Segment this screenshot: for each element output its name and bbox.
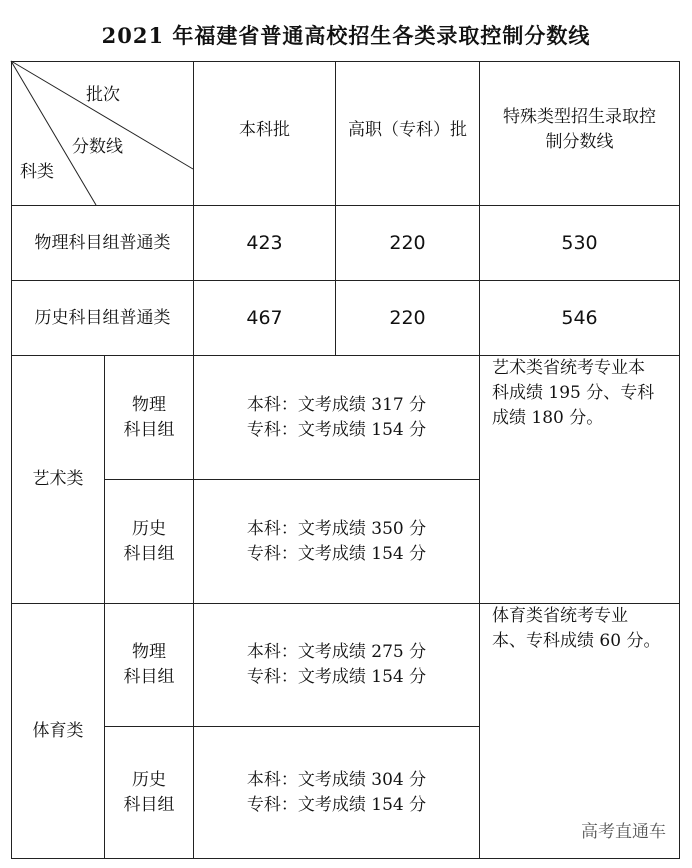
art-note: [480, 356, 679, 603]
art-note-line: 艺术类省统考专业本: [492, 358, 645, 378]
zhuanke-score-text: 专科：文考成绩 154 分: [246, 667, 427, 687]
zhuanke-score-text: 专科：文考成绩 154 分: [246, 419, 427, 440]
art-history-scores: [194, 480, 479, 603]
group-name-line: 科目组: [123, 419, 175, 440]
physics-gaozhi-score: 220: [389, 231, 426, 254]
header-teshu-line2: 制分数线: [545, 132, 614, 152]
watermark: 高考直通车: [581, 822, 666, 842]
zhuanke-score-text: 专科：文考成绩 154 分: [246, 543, 427, 564]
zhuanke-score-text: 专科：文考成绩 154 分: [246, 794, 427, 815]
group-name-line: 科目组: [123, 667, 175, 687]
benke-score-text: 本科：文考成绩 317 分: [246, 394, 427, 415]
group-name-line: 历史: [132, 518, 166, 539]
art-note-line: 成绩 180 分。: [492, 408, 604, 428]
header-benke: 本科批: [239, 119, 290, 140]
sports-physics-scores: [194, 604, 479, 726]
row-label-physics: 物理科目组普通类: [34, 232, 171, 253]
history-gaozhi-score: 220: [389, 306, 426, 329]
document-title: 2021 年福建省普通高校招生各类录取控制分数线: [101, 23, 591, 48]
header-gaozhi: 高职（专科）批: [348, 119, 467, 140]
group-name-line: 物理: [132, 642, 166, 662]
sports-physics-group-name: [105, 604, 193, 726]
sports-history-scores: [194, 727, 479, 858]
art-note-line: 科成绩 195 分、专科: [492, 383, 655, 403]
group-name-line: 科目组: [123, 794, 175, 815]
sports-category-label: 体育类: [32, 720, 84, 741]
benke-score-text: 本科：文考成绩 275 分: [246, 642, 427, 662]
sports-note-line: 体育类省统考专业: [492, 606, 628, 626]
art-physics-group-name: [105, 356, 193, 479]
history-teshu-score: 546: [561, 306, 598, 329]
corner-category-label: 科类: [20, 162, 54, 182]
physics-teshu-score: 530: [561, 231, 598, 254]
row-label-history: 历史科目组普通类: [34, 307, 171, 328]
art-history-group-name: [105, 480, 193, 603]
group-name-line: 科目组: [123, 543, 175, 564]
art-physics-scores: [194, 356, 479, 479]
sports-note-line: 本、专科成绩 60 分。: [492, 631, 661, 651]
benke-score-text: 本科：文考成绩 350 分: [246, 518, 427, 539]
history-benke-score: 467: [246, 306, 283, 329]
art-category-label: 艺术类: [32, 469, 84, 489]
physics-benke-score: 423: [246, 231, 283, 254]
benke-score-text: 本科：文考成绩 304 分: [246, 769, 427, 790]
group-name-line: 物理: [132, 394, 166, 415]
corner-batch-label: 批次: [86, 85, 120, 105]
group-name-line: 历史: [132, 769, 166, 790]
sports-history-group-name: [105, 727, 193, 858]
corner-score-label: 分数线: [72, 137, 123, 157]
header-teshu-line1: 特殊类型招生录取控: [503, 107, 656, 127]
header-teshu: [480, 102, 679, 158]
